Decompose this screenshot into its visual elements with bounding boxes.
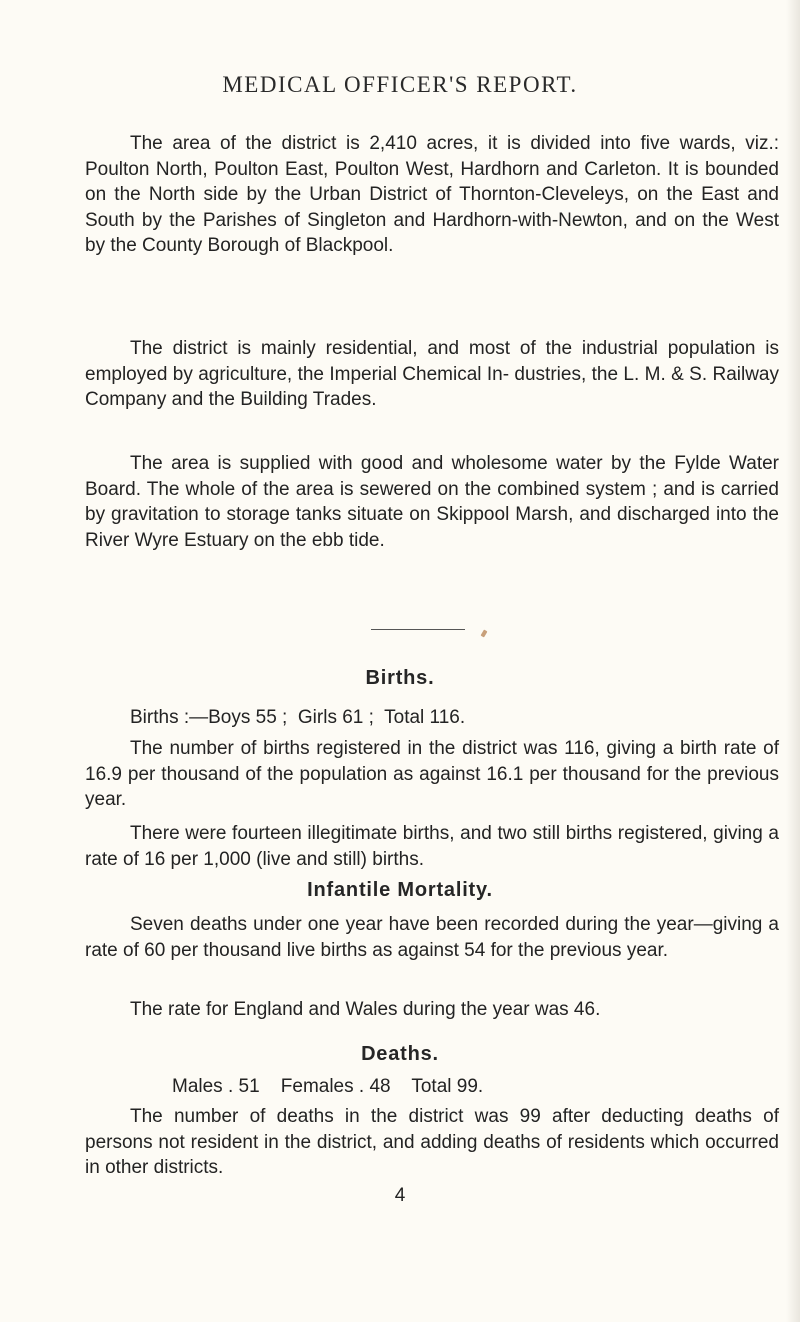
intro-paragraph-area: The area of the district is 2,410 acres, it is divided into five wards, viz.: Poulton North, Poulton East, Poulton West, Hardhorn and Carleton. It is bounded on the North side by the Urban District of Thornton-Cleveleys, on the East and South by the Parishes of Singleton and Hardhorn-with-Newton, and on the West by the County Borough of Blackpool. [85, 133, 779, 257]
births-paragraph-illegitimate: There were fourteen illegitimate births, and two still births registered, giving a rate of 16 per 1,000 (live and still) births. [85, 823, 779, 870]
deaths-summary: Males . 51 Females . 48 Total 99. [172, 1076, 484, 1097]
intro-paragraph-industry: The district is mainly residential, and most of the industrial population is employed by agriculture, the Imperial Chemical In- dustries, the L. M. & S. Railway Company and the Building Trades. [85, 338, 779, 411]
page-edge-shadow [786, 0, 800, 1322]
page-number: 4 [394, 1185, 406, 1206]
births-heading: Births. [365, 667, 435, 689]
page-title: MEDICAL OFFICER'S REPORT. [222, 72, 578, 97]
infantile-mortality-heading: Infantile Mortality. [307, 879, 493, 901]
births-summary: Births :—Boys 55 ; Girls 61 ; Total 116. [130, 707, 466, 728]
deaths-heading: Deaths. [361, 1043, 439, 1065]
deaths-paragraph: The number of deaths in the district was 99 after deducting deaths of persons not resident in the district, and adding deaths of residents which occurred in other districts. [85, 1106, 779, 1179]
paper-speck [481, 629, 488, 637]
england-wales-rate: The rate for England and Wales during the year was 46. [130, 999, 601, 1020]
intro-paragraph-water: The area is supplied with good and wholesome water by the Fylde Water Board. The whole of the area is sewered on the combined system ; and is carried by gravitation to storage tanks situate on Skippool Marsh, and discharged into the River Wyre Estuary on the ebb tide. [85, 453, 779, 551]
births-paragraph-rate: The number of births registered in the district was 116, giving a birth rate of 16.9 per thousand of the population as against 16.1 per thousand for the previous year. [85, 738, 779, 811]
section-divider [371, 629, 465, 630]
infantile-mortality-paragraph: Seven deaths under one year have been recorded during the year—giving a rate of 60 per thousand live births as against 54 for the previous year. [85, 914, 779, 961]
